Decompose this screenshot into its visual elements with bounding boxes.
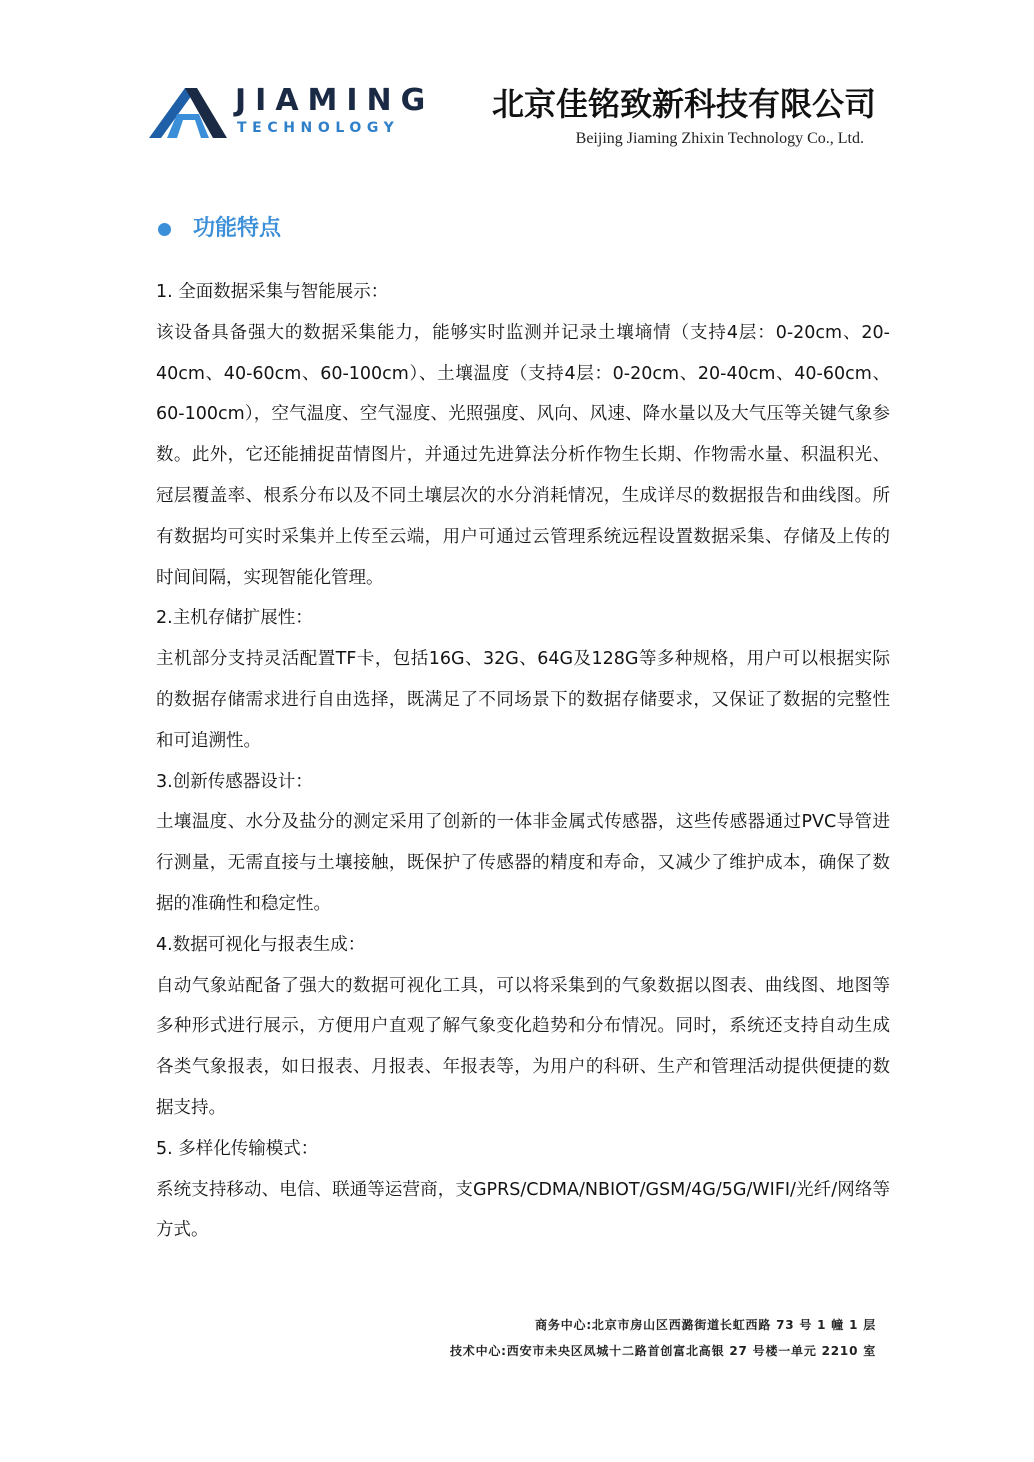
feature-body: 自动气象站配备了强大的数据可视化工具，可以将采集到的气象数据以图表、曲线图、地图等多种形式进行展示，方便用户直观了解气象变化趋势和分布情况。同时，系统还支持自动生成各类气象报表，如日报表、月报表、年报表等，为用户的科研、生产和管理活动提供便捷的数据支持。 [156, 975, 890, 1118]
logo-subtitle: TECHNOLOGY [237, 120, 400, 136]
features-content [156, 272, 890, 1251]
section-bullet-icon [158, 223, 171, 236]
company-logo [147, 83, 435, 144]
feature-body: 系统支持移动、电信、联通等运营商，支GPRS/CDMA/NBIOT/GSM/4G/5G/WIFI/光纤/网络等方式。 [156, 1179, 890, 1241]
feature-body: 主机部分支持灵活配置TF卡，包括16G、32G、64G及128G等多种规格，用户可以根据实际的数据存储需求进行自由选择，既满足了不同场景下的数据存储要求，又保证了数据的完整性和可追溯性。 [156, 649, 890, 751]
feature-body: 该设备具备强大的数据采集能力，能够实时监测并记录土壤墒情（支持4层：0-20cm、20-40cm、40-60cm、60-100cm）、土壤温度（支持4层：0-20cm、20-40cm、40-60cm、60-100cm），空气温度、空气湿度、光照强度、风向、风速、降水量以及大气压等关键气象参数。此外，它还能捕捉苗情图片，并通过先进算法分析作物生长期、作物需水量、积温积光、冠层覆盖率、根系分布以及不同土壤层次的水分消耗情况，生成详尽的数据报告和曲线图。所有数据均可实时采集并上传至云端，用户可通过云管理系统远程设置数据采集、存储及上传的时间间隔，实现智能化管理。 [156, 322, 890, 588]
feature-heading: 2.主机存储扩展性： [156, 608, 313, 629]
company-name-cn: 北京佳铭致新科技有限公司 [491, 85, 876, 123]
logo-wordmark: JIAMING [235, 83, 435, 118]
feature-heading: 1. 全面数据采集与智能展示： [156, 282, 389, 302]
feature-body: 土壤温度、水分及盐分的测定采用了创新的一体非金属式传感器，这些传感器通过PVC导管进行测量，无需直接与土壤接触，既保护了传感器的精度和寿命，又减少了维护成本，确保了数据的准确性和稳定性。 [156, 812, 890, 914]
feature-heading: 5. 多样化传输模式： [156, 1138, 319, 1159]
page-footer [450, 1312, 876, 1364]
tech-center-address: 技术中心:西安市未央区凤城十二路首创富北高银 27 号楼一单元 2210 室 [449, 1344, 876, 1358]
business-center-address: 商务中心:北京市房山区西潞街道长虹西路 73 号 1 幢 1 层 [535, 1318, 876, 1332]
feature-heading: 4.数据可视化与报表生成： [156, 934, 366, 955]
section-title: 功能特点 [193, 216, 282, 241]
company-name-en: Beijing Jiaming Zhixin Technology Co., Ltd. [575, 130, 864, 147]
logo-mark-icon [147, 84, 229, 140]
feature-heading: 3.创新传感器设计： [156, 771, 313, 792]
